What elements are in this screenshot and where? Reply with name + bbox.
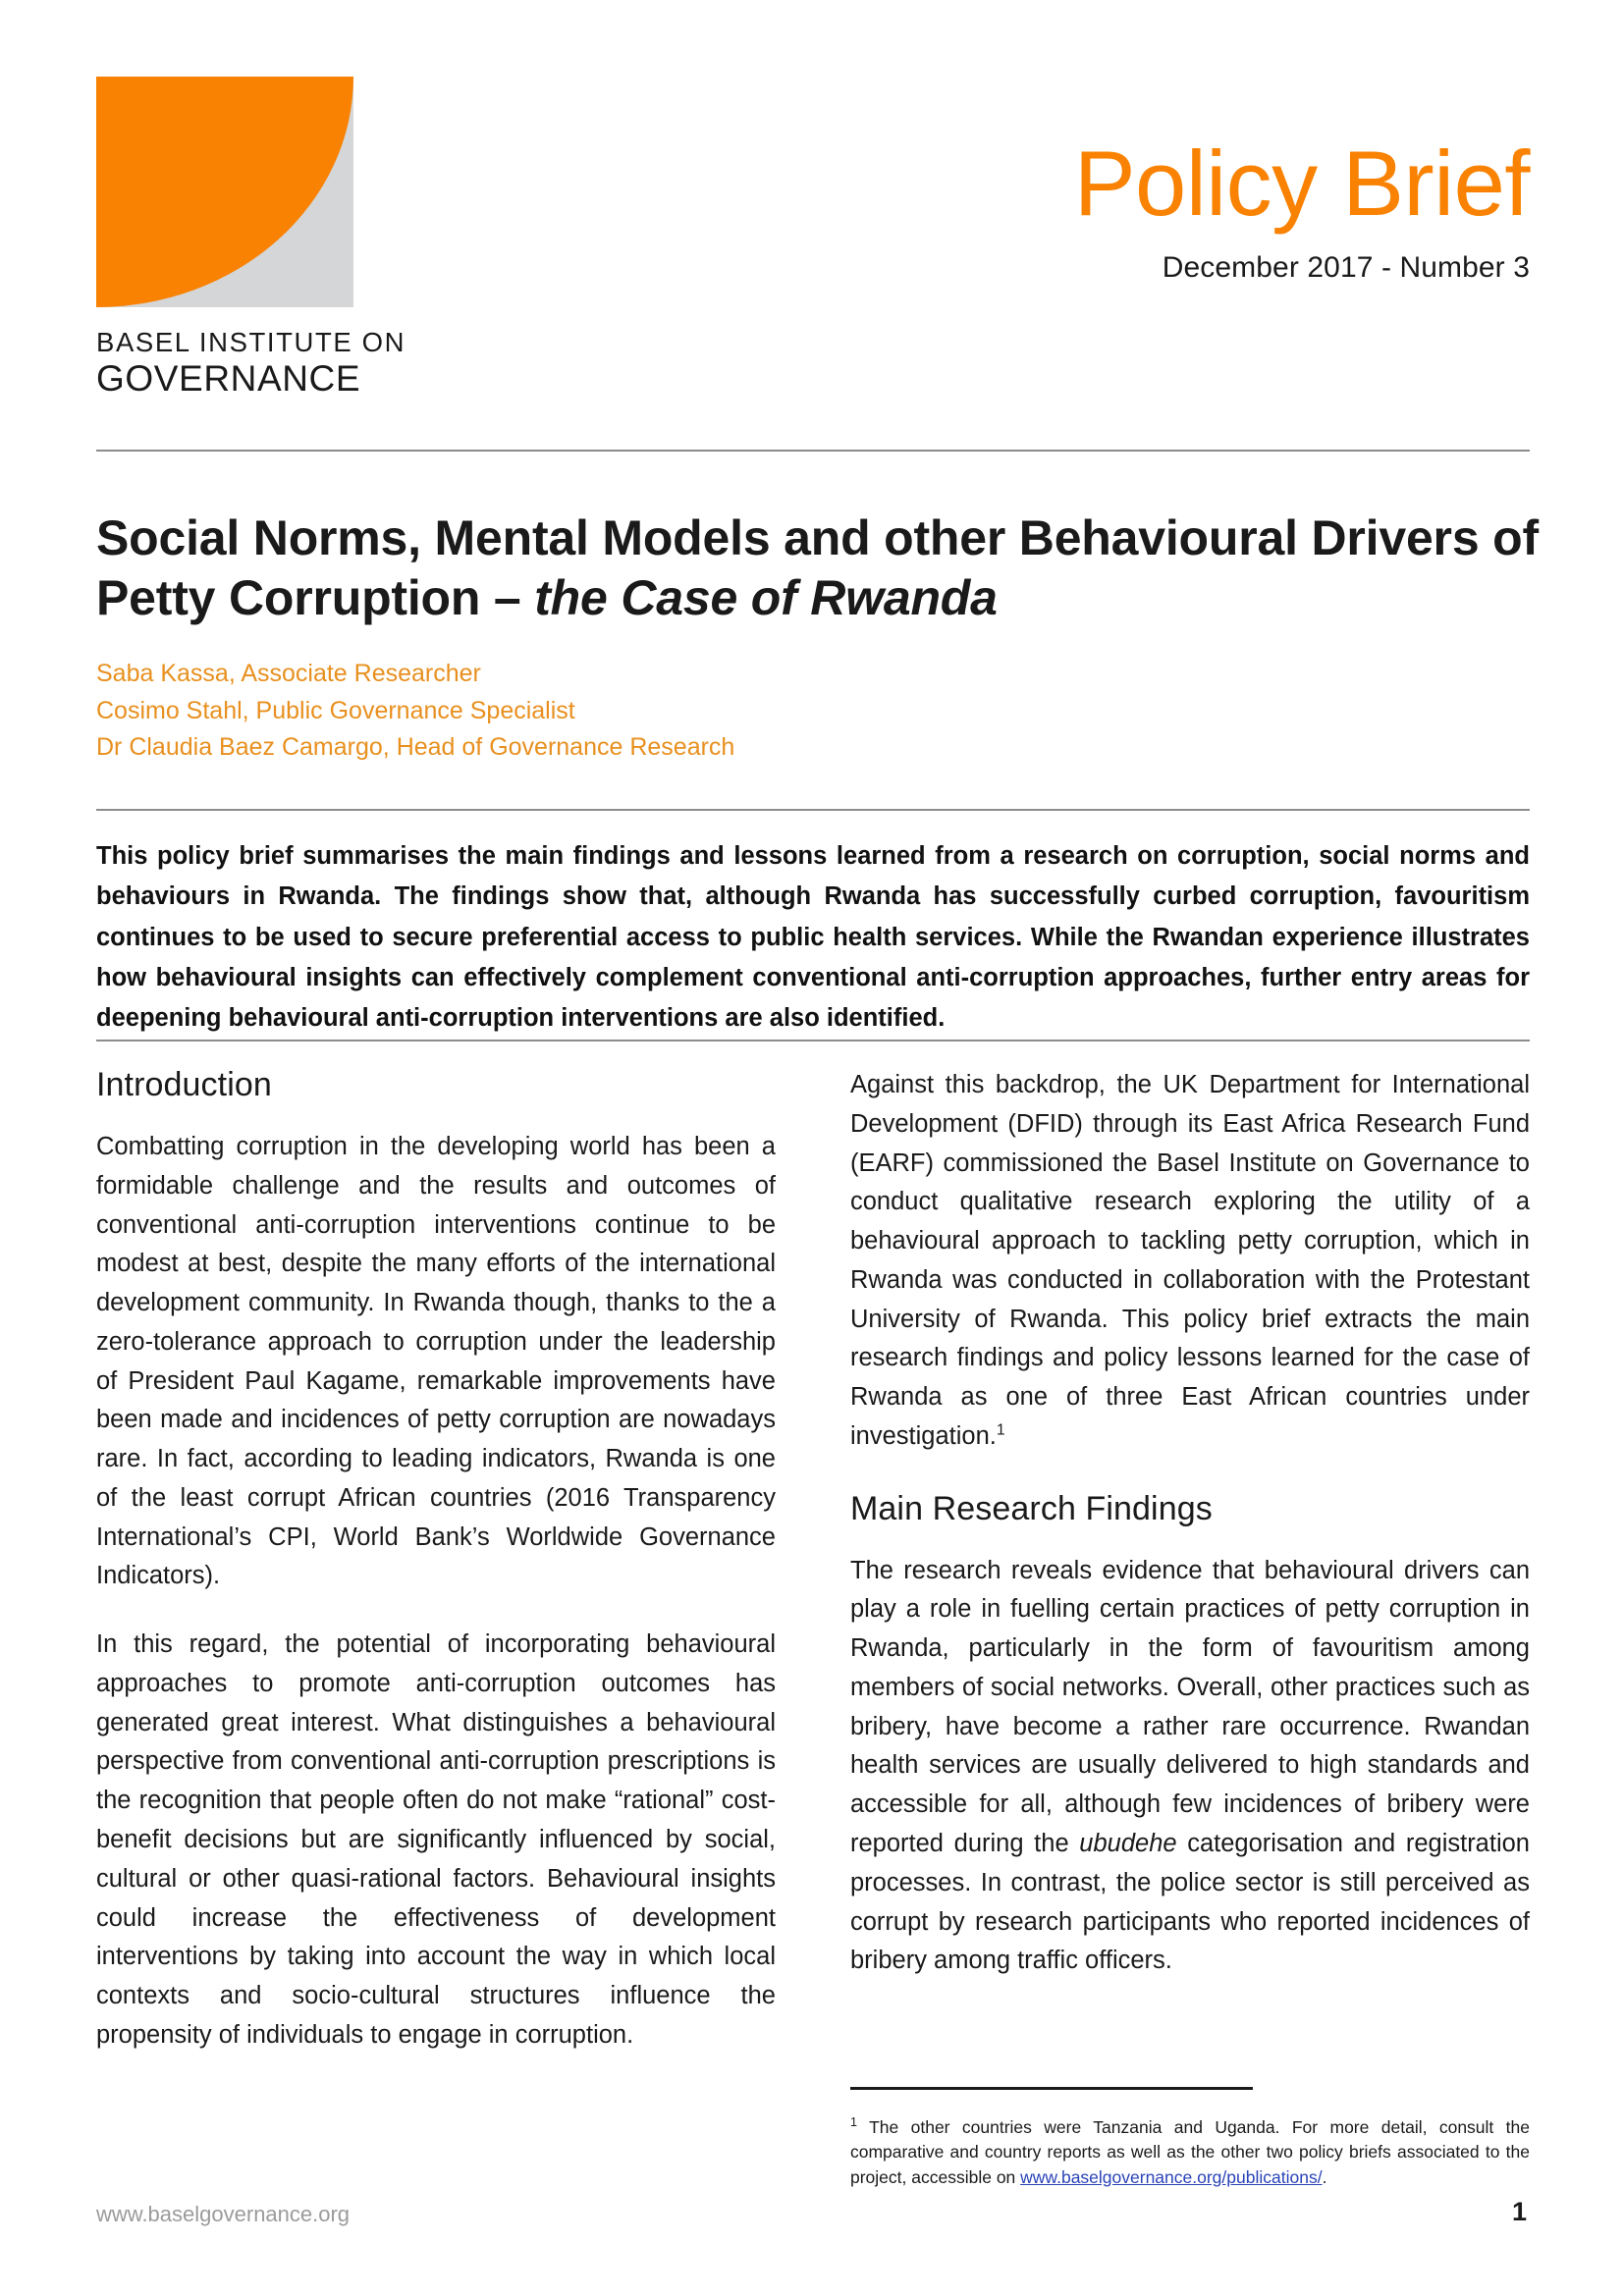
abstract-summary: This policy brief summarises the main findings and lessons learned from a research on corruption, social norms and behaviours in Rwanda. The findings show that, although Rwanda has successfully curbed corruption, favouritism continues to be used to secure preferential access to public health services. While the Rwandan experience illustrates how behavioural insights can effectively complement conventional anti-corruption approaches, further entry areas for deepening behavioural anti-corruption interventions are also identified. — [96, 842, 1530, 1033]
logo-orange-quarter-shape — [96, 77, 353, 307]
author-line: Dr Claudia Baez Camargo, Head of Governance Research — [96, 733, 735, 761]
footnote-reference-marker[interactable]: 1 — [996, 1421, 1005, 1439]
logo-text-line-1: BASEL INSTITUTE ON — [96, 327, 406, 357]
footnote-separator-rule — [850, 2087, 1253, 2090]
author-line: Cosimo Stahl, Public Governance Specialist — [96, 696, 575, 724]
page-title — [96, 508, 1549, 629]
footnote-block — [850, 2087, 1530, 2190]
page-title-main: Social Norms, Mental Models and other Behavioural Drivers of Petty Corruption – — [96, 509, 1539, 625]
paragraph: Combatting corruption in the developing world has been a formidable challenge and the results and outcomes of conventional anti-corruption interventions continue to be modest at best, despite the many efforts of the international development community. In Rwanda though, thanks to the a zero-tolerance approach to corruption under the leadership of President Paul Kagame, remarkable improvements have been made and incidences of petty corruption are nowadays rare. In fact, according to leading indicators, Rwanda is one of the least corrupt African countries (2016 Transparency International’s CPI, World Bank’s Worldwide Governance Indicators). — [96, 1133, 776, 1590]
document-header — [96, 77, 1530, 440]
divider-under-header — [96, 450, 1530, 452]
section-heading-main-research-findings: Main Research Findings — [850, 1489, 1213, 1527]
page-title-emphasis: the Case of Rwanda — [534, 570, 998, 625]
footnote-body-before-link: The other countries were Tanzania and Uganda. For more detail, consult the comparative and country reports as well as the other two policy briefs associated to the project, accessible on — [850, 2117, 1530, 2187]
logo-text-line-2: GOVERNANCE — [96, 357, 361, 399]
paragraph-italic-term: ubudehe — [1079, 1830, 1177, 1858]
issue-date-number: December 2017 - Number 3 — [1162, 251, 1530, 284]
paragraph-text: Against this backdrop, the UK Department for International Development (DFID) through its East Africa Research Fund (EARF) commissioned the Basel Institute on Governance to conduct qualitative research exploring the utility of a behavioural approach to tackling petty corruption, which in Rwanda was conducted in collaboration with the Protestant University of Rwanda. This policy brief extracts the main research findings and policy lessons learned for the case of Rwanda as one of three East African countries under investigation. — [850, 1071, 1530, 1450]
left-text-column — [96, 1066, 776, 2056]
paragraph-text: categorisation and registration processes. In contrast, the police sector is still perceived as corrupt by research participants who reported incidences of bribery among traffic officers. — [850, 1830, 1530, 1975]
paragraph — [850, 1552, 1530, 1981]
footnote-number: 1 — [850, 2115, 858, 2130]
publication-type-title: Policy Brief — [1073, 132, 1530, 235]
author-list — [96, 656, 1078, 767]
header-right-block — [548, 132, 1530, 285]
footer-website-url: www.baselgovernance.org — [96, 2202, 351, 2226]
right-text-column — [850, 1066, 1530, 1981]
footer-page-number: 1 — [1511, 2197, 1527, 2226]
paragraph — [850, 1066, 1530, 1457]
footnote-publications-link[interactable]: www.baselgovernance.org/publications/ — [1020, 2166, 1323, 2187]
logo-mark-icon — [96, 77, 353, 307]
footnote-text — [850, 2115, 1530, 2190]
paragraph: In this regard, the potential of incorporating behavioural approaches to promote anti-corruption outcomes has generated great interest. What distinguishes a behavioural perspective from conventional anti-corruption prescriptions is the recognition that people often do not make “rational” cost-benefit decisions but are significantly influenced by social, cultural or other quasi-rational factors. Behavioural insights could increase the effectiveness of development interventions by taking into account the way in which local contexts and socio-cultural structures influence the propensity of individuals to engage in corruption. — [96, 1630, 776, 2049]
footnote-body-after-link: . — [1322, 2166, 1327, 2187]
author-line: Saba Kassa, Associate Researcher — [96, 660, 481, 687]
divider-above-columns — [96, 1040, 1530, 1041]
paragraph-text: The research reveals evidence that behavioural drivers can play a role in fuelling certain practices of petty corruption in Rwanda, particularly in the form of favouritism among members of social networks. Overall, other practices such as bribery, have become a rather rare occurrence. Rwandan health services are usually delivered to high standards and accessible for all, although few incidences of bribery were reported during the — [850, 1556, 1530, 1858]
section-heading-introduction: Introduction — [96, 1066, 272, 1103]
divider-above-abstract — [96, 809, 1530, 811]
basel-institute-logo — [96, 77, 406, 399]
